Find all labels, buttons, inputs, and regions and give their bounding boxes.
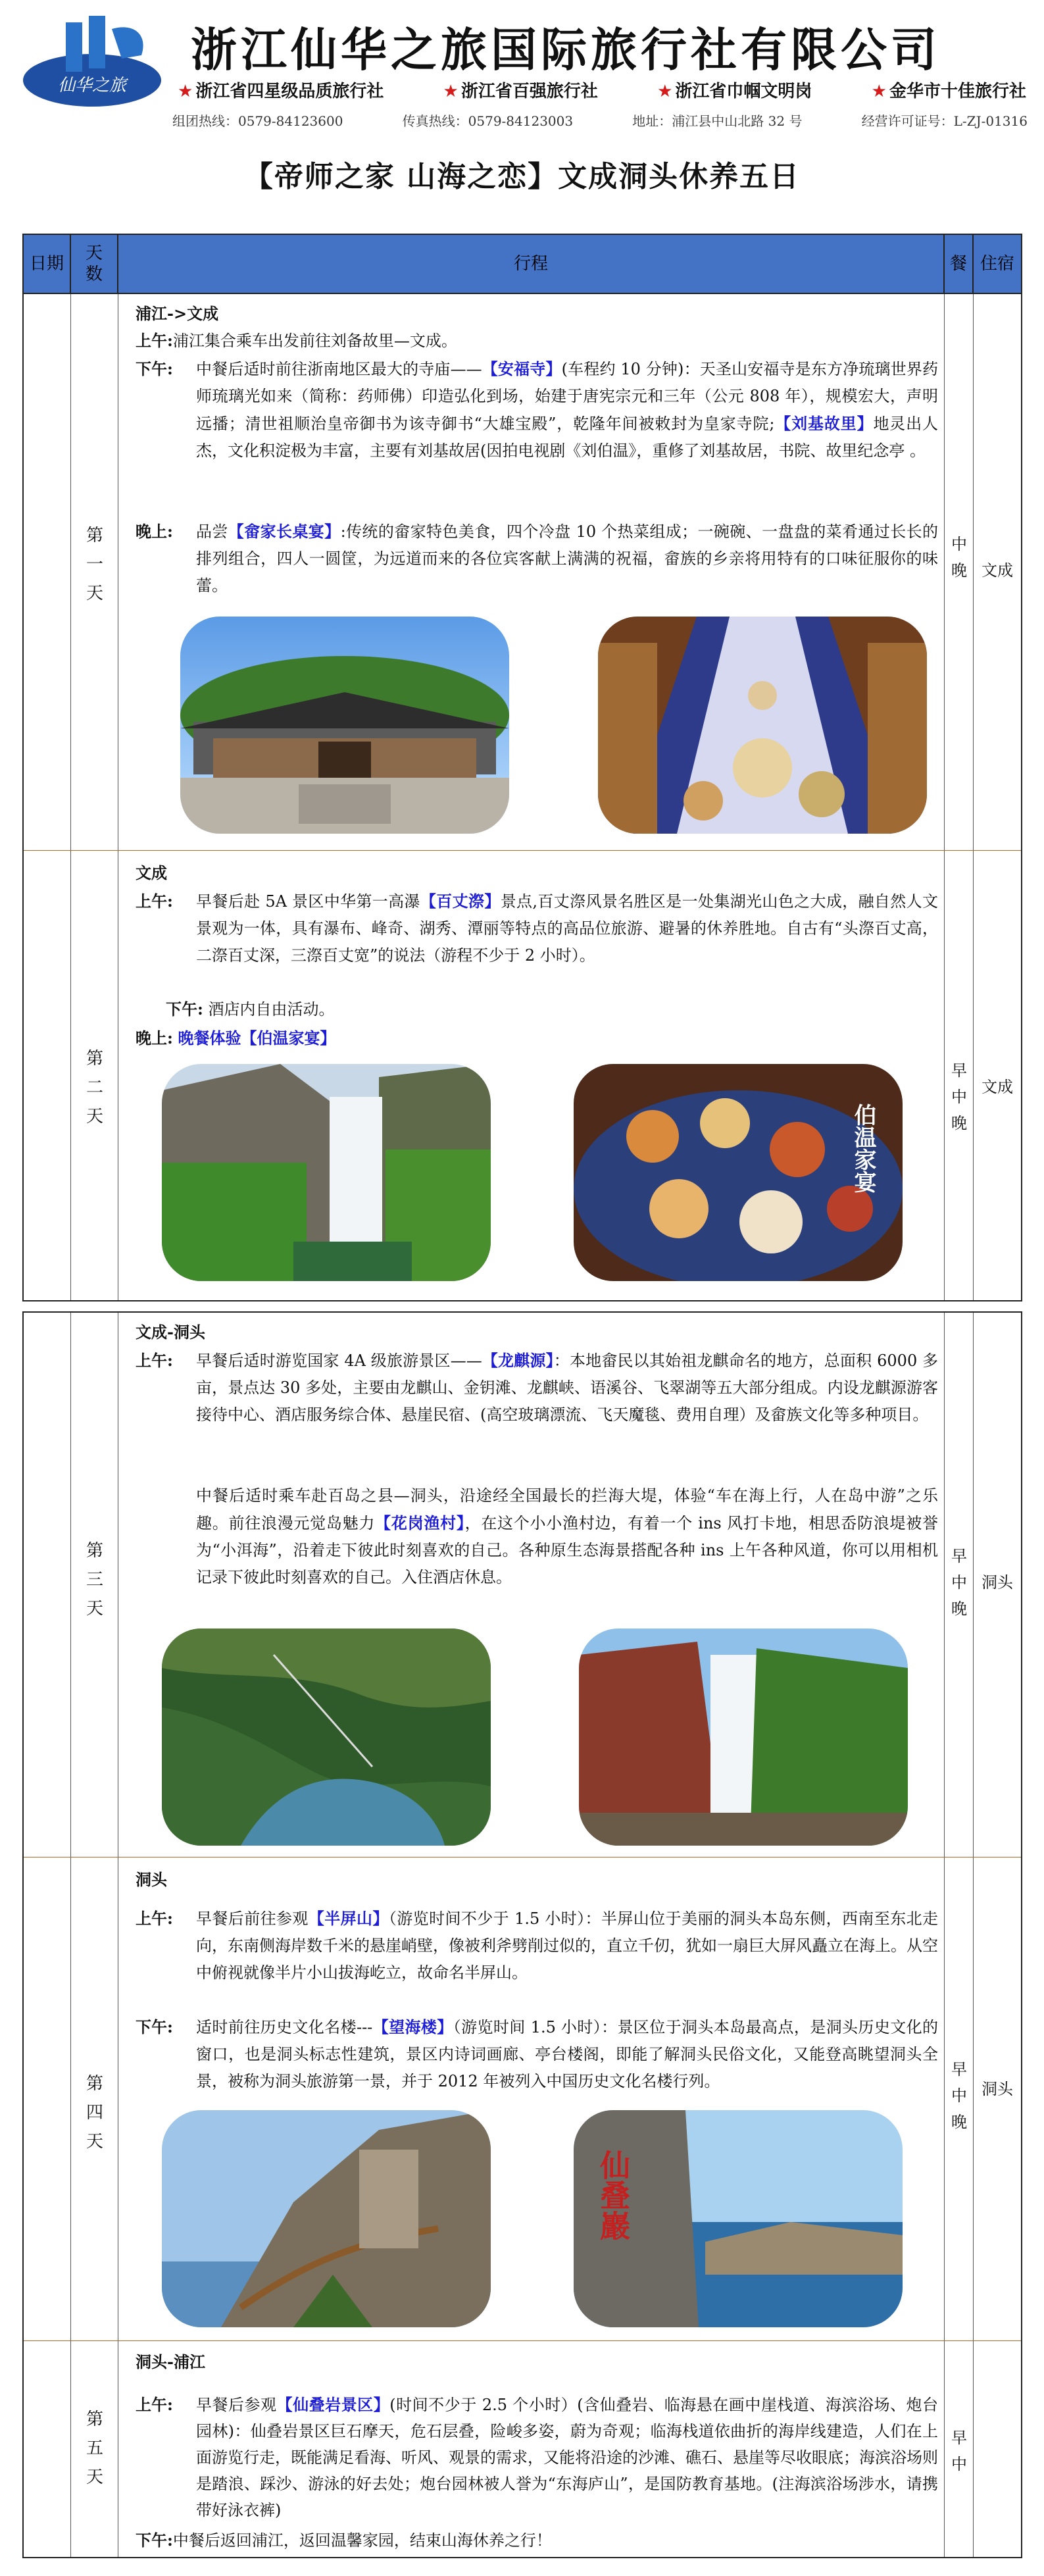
photo-family-feast bbox=[574, 1064, 903, 1281]
itinerary-paragraph: 上午:浦江集合乘车出发前往刘备故里—文成。 bbox=[136, 331, 457, 350]
day-route: 文成-洞头 bbox=[136, 1323, 205, 1342]
day-hotel: 洞头 bbox=[982, 1573, 1013, 1592]
company-name: 浙江仙华之旅国际旅行社有限公司 bbox=[191, 23, 941, 77]
itinerary-paragraph: 下午: 酒店内自由活动。 bbox=[166, 999, 335, 1019]
day-route: 洞头 bbox=[136, 1870, 167, 1889]
honor-1: ★ 浙江省四星级品质旅行社 bbox=[178, 82, 384, 101]
header-hotel: 住宿 bbox=[980, 254, 1014, 274]
itinerary-paragraph: 中餐后适时乘车赴百岛之县—洞头，沿途经全国最长的拦海大堤，体验“车在海上行，人在岛中游”之乐趣。前往浪漫元觉岛魅力【花岗渔村】，在这个小小渔村边，有着一个 ins 风打卡地，相思岙防浪堤被誉为“小洱海”，沿着走下彼此时刻喜欢的自己。各种原生态海景搭配各种 ins 上午各种风道，你可以用相机记录下彼此时刻喜欢的自己。入住酒店休息。 bbox=[196, 1486, 938, 1586]
day-meals: 早中晚 bbox=[951, 1547, 967, 1618]
honor-2: ★ 浙江省百强旅行社 bbox=[443, 82, 598, 101]
header-date: 日期 bbox=[24, 235, 71, 293]
table-header bbox=[22, 234, 1022, 294]
itinerary-paragraph: 晚上: 晚餐体验【伯温家宴】 bbox=[136, 1028, 336, 1048]
contact-row bbox=[172, 111, 1028, 130]
honor-4: ★ 金华市十佳旅行社 bbox=[871, 82, 1026, 101]
photo-gorge-river bbox=[162, 1629, 491, 1846]
contact-license: 经营许可证号：L-ZJ-01316 bbox=[861, 113, 1028, 129]
itinerary-paragraph: 下午: 中餐后适时前往浙南地区最大的寺庙——【安福寺】(车程约 10 分钟)：天圣山安福寺是东方净琉璃世界药师琉璃光如来（简称：药师佛）印造弘化到场，始建于唐宪宗元和三年（公元 808 年），规模宏大，声明远播；清世祖顺治皇帝御书为该寺御书“大雄宝殿”，乾隆年间被敕封为皇家寺院;【刘基故里】地灵出人杰，文化积淀极为丰富，主要有刘基故居(因拍电视剧《刘伯温》，重修了刘基故居，书院、故里纪念亭 。 bbox=[136, 359, 939, 460]
day-meals: 早中 bbox=[951, 2429, 967, 2473]
day-label: 第一天 bbox=[86, 526, 104, 603]
itinerary-block-2 bbox=[22, 1311, 1022, 2558]
svg-text:仙华之旅: 仙华之旅 bbox=[57, 76, 127, 95]
svg-text:仙叠巖: 仙叠巖 bbox=[595, 2150, 631, 2240]
day-meals: 中晚 bbox=[951, 535, 967, 580]
header-days: 天数 bbox=[71, 235, 118, 293]
photo-waterfall-red-cliff bbox=[579, 1629, 908, 1846]
photo-ancestral-hall bbox=[180, 617, 509, 834]
itinerary-block-1 bbox=[22, 293, 1022, 1301]
day-route: 文成 bbox=[136, 863, 167, 882]
day-label: 第三天 bbox=[86, 1541, 104, 1619]
day-label: 第五天 bbox=[86, 2410, 104, 2487]
itinerary-paragraph: 上午: 早餐后赴 5A 景区中华第一高瀑【百丈漈】景点,百丈漈风景名胜区是一处集湖光山色之大成，融自然人文景观为一体，具有瀑布、峰奇、湖秀、潭丽等特点的高品位旅游、避暑的休养胜地。自古有“头漈百丈高，二漈百丈深，三漈百丈宽”的说法（游程不少于 2 小时）。 bbox=[136, 892, 938, 965]
contact-fax: 传真热线：0579-84123003 bbox=[402, 113, 574, 129]
header-itinerary: 行程 bbox=[118, 235, 945, 293]
day-meals: 早中晚 bbox=[951, 2060, 967, 2131]
photo-carved-rock-sea bbox=[574, 2110, 903, 2327]
company-logo bbox=[20, 9, 164, 114]
photo-long-table-feast bbox=[598, 617, 927, 834]
itinerary-paragraph: 下午:中餐后返回浦江，返回温馨家园，结束山海休养之行！ bbox=[136, 2531, 552, 2550]
photo-cliff-walkway bbox=[162, 2110, 491, 2327]
itinerary-paragraph: 下午: 适时前往历史文化名楼---【望海楼】（游览时间 1.5 小时）：景区位于洞头本岛最高点，是洞头历史文化的窗口，也是洞头标志性建筑，景区内诗词画廊、亭台楼阁，即能了解洞头民俗文化，又能登高眺望洞头全景，被称为洞头旅游第一景，并于 2012 年被列入中国历史文化名楼行列。 bbox=[136, 2017, 939, 2090]
day-hotel: 洞头 bbox=[982, 2080, 1013, 2098]
contact-phone: 组团热线：0579-84123600 bbox=[172, 113, 343, 129]
day-hotel: 文成 bbox=[982, 1078, 1013, 1096]
day-label: 第二天 bbox=[86, 1049, 104, 1126]
day-hotel: 文成 bbox=[982, 561, 1013, 580]
day-route: 浦江->文成 bbox=[136, 304, 219, 323]
letterhead bbox=[0, 0, 1044, 138]
honor-3: ★ 浙江省巾帼文明岗 bbox=[657, 82, 812, 101]
header-meal: 餐 bbox=[945, 235, 974, 293]
contact-address: 地址：浦江县中山北路 32 号 bbox=[632, 113, 803, 129]
itinerary-paragraph: 上午: 早餐后参观【仙叠岩景区】(时间不少于 2.5 个小时）(含仙叠岩、临海悬在画中崖栈道、海滨浴场、炮台园林)：仙叠岩景区巨石摩天，危石层叠，险峻多姿，蔚为奇观；临海栈道依曲折的海岸线建造，人们在上面游览行走，既能满足看海、听风、观景的需求，又能将沿途的沙滩、礁石、悬崖等尽收眼底；海滨浴场则是踏浪、踩沙、游泳的好去处；炮台园林被人誉为“东海庐山”，是国防教育基地。(注海滨浴场涉水，请携带好泳衣裤) bbox=[136, 2395, 939, 2519]
svg-text:伯温家宴: 伯温家宴 bbox=[850, 1103, 876, 1193]
honors-row bbox=[178, 78, 1026, 102]
itinerary-paragraph: 上午: 早餐后前往参观【半屏山】（游览时间不少于 1.5 小时）：半屏山位于美丽的洞头本岛东侧，西南至东北走向，东南侧海岸数千米的悬崖峭壁，像被利斧劈削过似的，直立千仞，犹如一扇巨大屏风矗立在海上。从空中俯视就像半片小山拔海屹立，故命名半屏山。 bbox=[136, 1909, 939, 1982]
photo-waterfall-cliff bbox=[162, 1064, 491, 1281]
day-label: 第四天 bbox=[86, 2074, 104, 2152]
document-title: 【帝师之家 山海之恋】文成洞头休养五日 bbox=[243, 160, 801, 193]
itinerary-paragraph: 上午: 早餐后适时游览国家 4A 级旅游景区——【龙麒源】：本地畲民以其始祖龙麒命名的地方，总面积 6000 多亩，景点达 30 多处，主要由龙麒山、金钥滩、龙麒峡、语溪谷、飞翠湖等五大部分组成。内设龙麒源游客接待中心、酒店服务综合体、悬崖民宿、(高空玻璃漂流、飞天魔毯、费用自理）及畲族文化等多种项目。 bbox=[136, 1351, 939, 1424]
day-route: 洞头-浦江 bbox=[136, 2352, 205, 2371]
itinerary-paragraph: 晚上: 品尝【畲家长桌宴】:传统的畲家特色美食，四个冷盘 10 个热菜组成；一碗碗、一盘盘的菜肴通过长长的排列组合，四人一圆筐，为远道而来的各位宾客献上满满的祝福，畲族的乡亲将用特有的口味征服你的味蕾。 bbox=[136, 522, 939, 595]
day-meals: 早中晚 bbox=[951, 1061, 967, 1132]
